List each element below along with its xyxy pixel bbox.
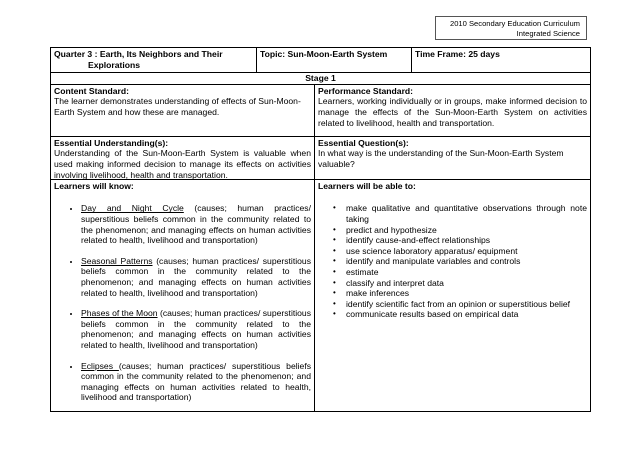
list-item bbox=[81, 203, 311, 245]
curriculum-title: 2010 Secondary Education Curriculum bbox=[449, 19, 580, 28]
learners-know-heading: Learners will know: bbox=[54, 180, 134, 191]
learners-able-heading: Learners will be able to: bbox=[318, 180, 416, 191]
know-term: Seasonal Patterns bbox=[81, 255, 153, 266]
learners-row bbox=[51, 180, 591, 412]
list-item: • use science laboratory apparatus/ equipment bbox=[346, 246, 587, 257]
performance-standard-text: Learners, working individually or in groups, make informed decision to manage the effects of the Sun-Moon-Earth System on activities related to livelihood, health and transportation. bbox=[318, 96, 587, 128]
know-term: Day and Night Cycle bbox=[81, 203, 184, 214]
curriculum-subject: Integrated Science bbox=[516, 29, 580, 38]
list-item: • make qualitative and quantitative observations through note taking bbox=[346, 203, 587, 224]
content-standard-text: The learner demonstrates understanding of effects of Sun-Moon-Earth System and how these are managed. bbox=[54, 96, 301, 117]
quarter-line1: Quarter 3 : Earth, Its Neighbors and Their bbox=[54, 49, 223, 59]
quarter-line2: Explorations bbox=[88, 59, 141, 70]
standards-row bbox=[51, 85, 591, 137]
know-term: Eclipses bbox=[81, 360, 119, 371]
content-standard-cell bbox=[51, 85, 315, 137]
time-frame-cell: Time Frame: 25 days bbox=[412, 48, 591, 73]
know-description: (causes; human practices/ superstitious beliefs common in the community related to the phenomenon; and managing effects on human activities related to health, livelihood and transportation) bbox=[81, 255, 311, 298]
understanding-row bbox=[51, 137, 591, 180]
topic-cell: Topic: Sun-Moon-Earth System bbox=[257, 48, 412, 73]
list-item: • communicate results based on empirical data bbox=[346, 309, 587, 320]
list-item: • make inferences bbox=[346, 288, 587, 299]
essential-understanding-text: Understanding of the Sun-Moon-Earth System is valuable when used making informed decision to manage its effects on activities involving livelihood, health and transportation. bbox=[54, 148, 311, 180]
list-item: • identify scientific fact from an opinion or superstitious belief bbox=[346, 299, 587, 310]
know-description: (causes; human practices/ superstitious beliefs common in the community related to the phenomenon; and managing effects on human activities related to health, livelihood and transportation) bbox=[81, 360, 312, 403]
list-item bbox=[81, 308, 311, 350]
list-item: • identify and manipulate variables and controls bbox=[346, 256, 587, 267]
list-item bbox=[81, 256, 311, 298]
learners-know-list bbox=[54, 203, 311, 403]
content-standard-heading: Content Standard: bbox=[54, 85, 129, 96]
essential-understanding-cell bbox=[51, 137, 315, 180]
performance-standard-heading: Performance Standard: bbox=[318, 85, 414, 96]
learners-know-cell bbox=[51, 180, 315, 412]
know-description: (causes; human practices/ superstitious beliefs common in the community related to the phenomenon; and managing effects on human activities related to health, livelihood and transportation) bbox=[81, 308, 312, 350]
quarter-cell bbox=[51, 48, 257, 73]
list-item: • predict and hypothesize bbox=[346, 225, 587, 236]
learners-able-list bbox=[318, 203, 587, 320]
essential-understanding-heading: Essential Understanding(s): bbox=[54, 137, 169, 148]
essential-question-cell bbox=[315, 137, 591, 180]
know-term: Phases of the Moon bbox=[81, 308, 158, 319]
essential-question-heading: Essential Question(s): bbox=[318, 137, 409, 148]
know-description: (causes; human practices/ superstitious beliefs common in the community related to the phenomenon; and managing effects on human activities related to health, livelihood and transportation) bbox=[81, 203, 311, 246]
curriculum-header-box bbox=[435, 16, 587, 40]
list-item: • identify cause-and-effect relationships bbox=[346, 235, 587, 246]
top-row bbox=[51, 48, 591, 73]
learners-able-cell bbox=[315, 180, 591, 412]
performance-standard-cell bbox=[315, 85, 591, 137]
curriculum-table bbox=[50, 47, 591, 412]
list-item bbox=[81, 361, 311, 403]
list-item: • estimate bbox=[346, 267, 587, 278]
stage-row bbox=[51, 73, 591, 85]
essential-question-text: In what way is the understanding of the Sun-Moon-Earth System valuable? bbox=[318, 148, 564, 169]
list-item: • classify and interpret data bbox=[346, 278, 587, 289]
stage-label: Stage 1 bbox=[51, 73, 591, 85]
